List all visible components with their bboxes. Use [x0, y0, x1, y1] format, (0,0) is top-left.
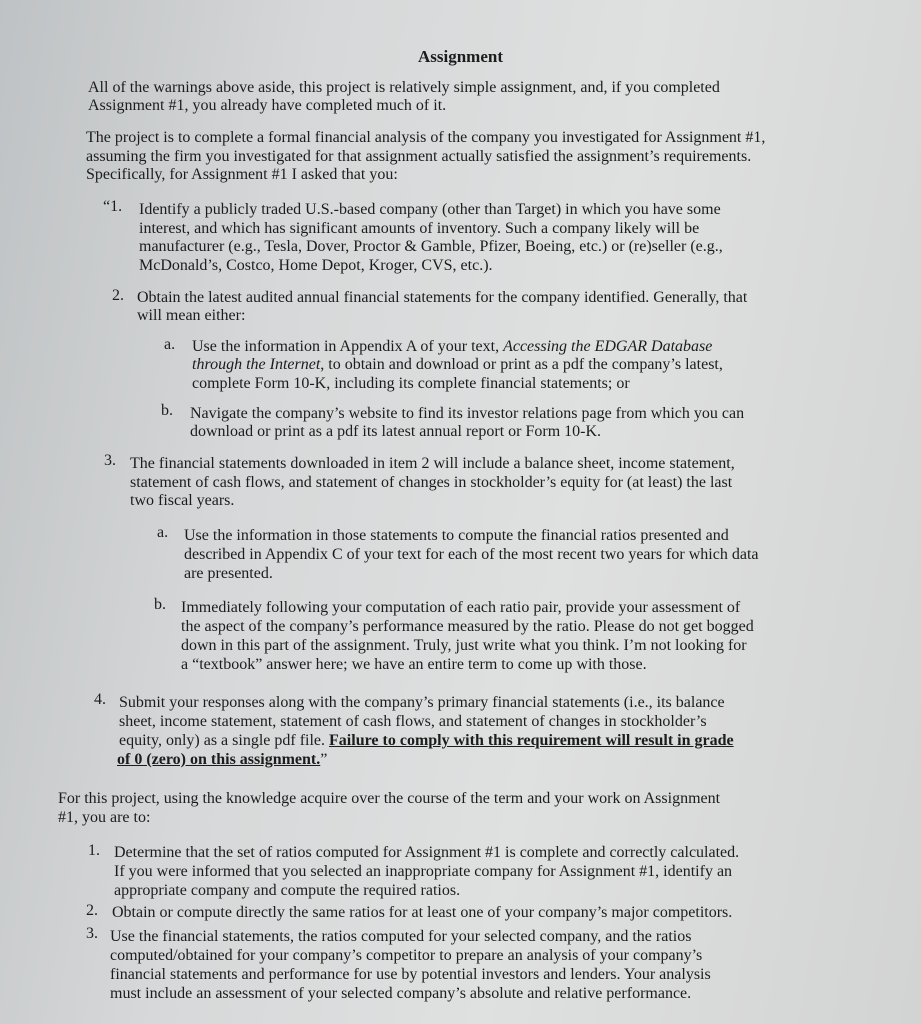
sublist-text: down in this part of the assignment. Truly, just write what you think. I’m not looking for — [181, 637, 747, 654]
list-text: Identify a publicly traded U.S.-based company (other than Target) in which you have some — [139, 201, 721, 218]
sublist-text: complete Form 10-K, including its complete financial statements; or — [192, 375, 630, 392]
project-intro-line2: #1, you are to: — [58, 809, 151, 826]
sublist-letter: b. — [154, 596, 166, 613]
intro-p1-line2: Assignment #1, you already have completed much of it. — [88, 97, 447, 114]
list-text: statement of cash flows, and statement of changes in stockholder’s equity for (at least) the last — [130, 474, 733, 491]
list-text: McDonald’s, Costco, Home Depot, Kroger, CVS, etc.). — [139, 257, 493, 274]
intro-p2-line2: assuming the firm you investigated for that assignment actually satisfied the assignment’s requirements. — [86, 148, 752, 165]
sublist-text: a “textbook” answer here; we have an entire term to come up with those. — [181, 656, 647, 673]
sublist-text: Immediately following your computation of each ratio pair, provide your assessment of — [181, 599, 741, 616]
sublist-text: are presented. — [184, 565, 273, 582]
sublist-text: the aspect of the company’s performance measured by the ratio. Please do not get bogged — [181, 618, 754, 635]
warning-text: Failure to comply with this requirement will result in grade — [329, 732, 734, 749]
intro-p2-line1: The project is to complete a formal financial analysis of the company you investigated for Assignment #1, — [86, 129, 766, 146]
list-text: sheet, income statement, statement of cash flows, and statement of changes in stockholder’s — [119, 713, 707, 730]
list-number: 2. — [86, 902, 98, 919]
project-intro-line1: For this project, using the knowledge acquire over the course of the term and your work on Assignment — [58, 790, 721, 807]
sublist-letter: a. — [164, 336, 176, 353]
list-number: 3. — [104, 452, 116, 469]
list-number: “1. — [103, 198, 123, 215]
list-text: Obtain the latest audited annual financial statements for the company identified. Generally, that — [137, 289, 748, 306]
list-text: appropriate company and compute the required ratios. — [114, 882, 461, 899]
intro-p1-line1: All of the warnings above aside, this project is relatively simple assignment, and, if you completed — [88, 79, 720, 96]
warning-text: of 0 (zero) on this assignment. — [117, 751, 321, 768]
intro-p2-line3: Specifically, for Assignment #1 I asked that you: — [86, 166, 398, 183]
list-text: manufacturer (e.g., Tesla, Dover, Proctor & Gamble, Pfizer, Boeing, etc.) or (re)seller (e.g., — [139, 238, 723, 255]
sublist-text: Use the information in those statements to compute the financial ratios presented and — [184, 527, 729, 544]
page-title: Assignment — [417, 47, 503, 66]
list-text: equity, only) as a single pdf file. Failure to comply with this requirement will result in grade — [119, 732, 734, 749]
list-text: of 0 (zero) on this assignment.” — [117, 751, 328, 768]
list-text: If you were informed that you selected an inappropriate company for Assignment #1, identify an — [114, 863, 733, 880]
list-text: interest, and which has significant amounts of inventory. Such a company likely will be — [139, 220, 700, 237]
list-number: 1. — [88, 842, 100, 859]
sublist-letter: a. — [157, 524, 169, 541]
sublist-text: described in Appendix C of your text for each of the most recent two years for which data — [184, 546, 759, 563]
list-number: 2. — [112, 287, 124, 304]
sublist-text: download or print as a pdf its latest annual report or Form 10-K. — [190, 423, 602, 440]
sublist-text: Use the information in Appendix A of your text, Accessing the EDGAR Database — [192, 338, 713, 355]
sublist-text: through the Internet, to obtain and download or print as a pdf the company’s latest, — [192, 356, 723, 373]
list-text: The financial statements downloaded in item 2 will include a balance sheet, income statement, — [130, 455, 735, 472]
list-text: Submit your responses along with the company’s primary financial statements (i.e., its balance — [119, 694, 725, 711]
list-text: Use the financial statements, the ratios computed for your selected company, and the ratios — [110, 928, 692, 945]
list-text: will mean either: — [137, 307, 246, 324]
list-text: Determine that the set of ratios computed for Assignment #1 is complete and correctly calculated. — [114, 844, 740, 861]
list-text: two fiscal years. — [130, 492, 235, 509]
list-text: financial statements and performance for use by potential investors and lenders. Your analysis — [110, 966, 711, 983]
list-number: 4. — [94, 691, 106, 708]
list-text: computed/obtained for your company’s competitor to prepare an analysis of your company’s — [110, 947, 703, 964]
sublist-letter: b. — [161, 402, 173, 419]
list-number: 3. — [86, 925, 98, 942]
list-text: Obtain or compute directly the same ratios for at least one of your company’s major competitors. — [112, 904, 733, 921]
list-text: must include an assessment of your selected company’s absolute and relative performance. — [110, 985, 692, 1002]
sublist-text: Navigate the company’s website to find its investor relations page from which you can — [190, 405, 745, 422]
